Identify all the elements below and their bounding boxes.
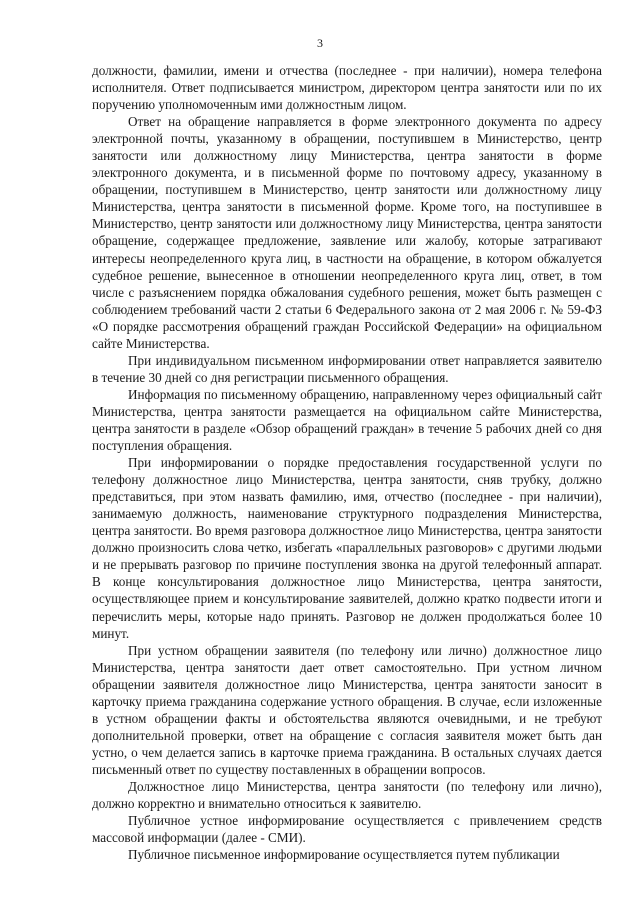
paragraph: При индивидуальном письменном информировании ответ направляется заявителю в течение 30 дней со дня регистрации письменного обращения. (92, 352, 602, 385)
paragraph: При устном обращении заявителя (по телефону или лично) должностное лицо Министерства, центра занятости дает ответ самостоятельно. При устном личном обращении заявителя должностное лицо Министерства, центра занятости заносит в карточку приема гражданина содержание устного обращения. В случае, если изложенные в устном обращении факты и обстоятельства являются очевидными, и не требуют дополнительной проверки, ответ на обращение с согласия заявителя может быть дан устно, о чем делается запись в карточке приема гражданина. В остальных случаях дается письменный ответ по существу поставленных в обращении вопросов. (92, 642, 602, 777)
paragraph: При информировании о порядке предоставления государственной услуги по телефону должностное лицо Министерства, центра занятости, сняв трубку, должно представиться, при этом назвать фамилию, имя, отчество (последнее - при наличии), занимаемую должность, наименование структурного подразделения Министерства, центра занятости. Во время разговора должностное лицо Министерства, центра занятости должно произносить слова четко, избегать «параллельных разговоров» с другими людьми и не прерывать разговор по причине поступления звонка на другой телефонный аппарат. В конце консультирования должностное лицо Министерства, центра занятости, осуществляющее прием и консультирование заявителей, должно кратко подвести итоги и перечислить меры, которые надо принять. Разговор не должен продолжаться более 10 минут. (92, 455, 602, 641)
paragraph: должности, фамилии, имени и отчества (последнее - при наличии), номера телефона исполнителя. Ответ подписывается министром, директором центра занятости или по их поручению уполномоченным ими должностным лицом. (92, 63, 602, 113)
body-text (92, 62, 602, 863)
paragraph: Публичное устное информирование осуществляется с привлечением средств массовой информации (далее - СМИ). (92, 813, 602, 846)
paragraph: Публичное письменное информирование осуществляется путем публикации (128, 847, 560, 863)
page-number: 3 (317, 36, 323, 50)
paragraph: Информация по письменному обращению, направленному через официальный сайт Министерства, центра занятости размещается на официальном сайте Министерства, центра занятости в разделе «Обзор обращений граждан» в течение 5 рабочих дней со дня поступления обращения. (92, 386, 602, 454)
paragraph: Должностное лицо Министерства, центра занятости (по телефону или лично), должно корректно и внимательно относиться к заявителю. (92, 778, 602, 812)
paragraph: Ответ на обращение направляется в форме электронного документа по адресу электронной почты, указанному в обращении, поступившем в Министерство, центр занятости или должностному лицу Министерства, центра занятости в форме электронного документа, и в письменной форме по почтовому адресу, указанному в обращении, поступившем в Министерство, центр занятости или должностному лицу Министерства, центра занятости в письменной форме. Кроме того, на поступившее в Министерство, центр занятости или должностному лицу Министерства, центра занятости обращение, содержащее предложение, заявление или жалобу, которые затрагивают интересы неопределенного круга лиц, в частности на обращение, в котором обжалуется судебное решение, вынесенное в отношении неопределенного круга лиц, ответ, в том числе с разъяснением порядка обжалования судебного решения, может быть размещен с соблюдением требований части 2 статьи 6 Федерального закона от 2 мая 2006 г. № 59-ФЗ «О порядке рассмотрения обращений граждан Российской Федерации» на официальном сайте Министерства. (92, 114, 602, 351)
